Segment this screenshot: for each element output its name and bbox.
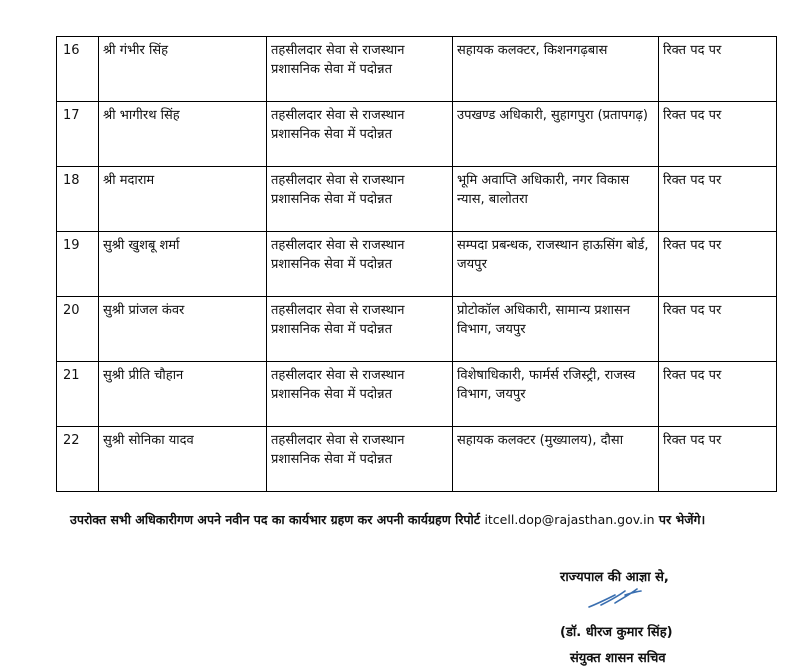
posting-table-container <box>56 36 776 492</box>
officer-name-cell: सुश्री खुशबू शर्मा <box>99 232 267 297</box>
status-cell: रिक्त पद पर <box>659 362 777 427</box>
service-cell: तहसीलदार सेवा से राजस्थान प्रशासनिक सेवा में पदोन्नत <box>267 167 453 232</box>
service-cell: तहसीलदार सेवा से राजस्थान प्रशासनिक सेवा में पदोन्नत <box>267 232 453 297</box>
report-email: itcell.dop@rajasthan.gov.in <box>484 512 655 527</box>
posting-cell: भूमि अवाप्ति अधिकारी, नगर विकास न्यास, बालोतरा <box>453 167 659 232</box>
joining-instruction-end: पर भेजेंगे। <box>658 512 706 527</box>
serial-number-cell: 16 <box>57 37 99 102</box>
serial-number-cell: 19 <box>57 232 99 297</box>
table-row <box>57 37 777 102</box>
status-cell: रिक्त पद पर <box>659 232 777 297</box>
officer-name-cell: श्री गंभीर सिंह <box>99 37 267 102</box>
status-cell: रिक्त पद पर <box>659 102 777 167</box>
posting-table-body <box>57 37 777 492</box>
table-row <box>57 232 777 297</box>
signature-image <box>585 583 645 613</box>
officer-name-cell: श्री मदाराम <box>99 167 267 232</box>
governor-order-line: राज्यपाल की आज्ञा से, <box>560 570 669 585</box>
officer-name-cell: सुश्री सोनिका यादव <box>99 427 267 492</box>
serial-number-cell: 20 <box>57 297 99 362</box>
officer-name-cell: सुश्री प्रीति चौहान <box>99 362 267 427</box>
serial-number-cell: 17 <box>57 102 99 167</box>
joining-instruction-text: उपरोक्त सभी अधिकारीगण अपने नवीन पद का कार्यभार ग्रहण कर अपनी कार्यग्रहण रिपोर्ट <box>70 512 481 527</box>
status-cell: रिक्त पद पर <box>659 37 777 102</box>
service-cell: तहसीलदार सेवा से राजस्थान प्रशासनिक सेवा में पदोन्नत <box>267 427 453 492</box>
serial-number-cell: 22 <box>57 427 99 492</box>
posting-cell: सहायक कलक्टर (मुख्यालय), दौसा <box>453 427 659 492</box>
posting-cell: सम्पदा प्रबन्धक, राजस्थान हाऊसिंग बोर्ड, जयपुर <box>453 232 659 297</box>
posting-cell: प्रोटोकॉल अधिकारी, सामान्य प्रशासन विभाग, जयपुर <box>453 297 659 362</box>
status-cell: रिक्त पद पर <box>659 427 777 492</box>
serial-number-cell: 21 <box>57 362 99 427</box>
table-row <box>57 427 777 492</box>
posting-cell: उपखण्ड अधिकारी, सुहागपुरा (प्रतापगढ़) <box>453 102 659 167</box>
status-cell: रिक्त पद पर <box>659 297 777 362</box>
posting-cell: सहायक कलक्टर, किशनगढ़बास <box>453 37 659 102</box>
service-cell: तहसीलदार सेवा से राजस्थान प्रशासनिक सेवा में पदोन्नत <box>267 37 453 102</box>
posting-table <box>56 36 777 492</box>
posting-cell: विशेषाधिकारी, फार्मर्स रजिस्ट्री, राजस्व विभाग, जयपुर <box>453 362 659 427</box>
officer-name-cell: सुश्री प्रांजल कंवर <box>99 297 267 362</box>
table-row <box>57 167 777 232</box>
table-row <box>57 362 777 427</box>
table-row <box>57 102 777 167</box>
service-cell: तहसीलदार सेवा से राजस्थान प्रशासनिक सेवा में पदोन्नत <box>267 297 453 362</box>
officer-name-cell: श्री भागीरथ सिंह <box>99 102 267 167</box>
joining-instruction <box>70 511 790 528</box>
table-row <box>57 297 777 362</box>
service-cell: तहसीलदार सेवा से राजस्थान प्रशासनिक सेवा में पदोन्नत <box>267 102 453 167</box>
signer-designation: संयुक्त शासन सचिव <box>570 651 666 666</box>
status-cell: रिक्त पद पर <box>659 167 777 232</box>
service-cell: तहसीलदार सेवा से राजस्थान प्रशासनिक सेवा में पदोन्नत <box>267 362 453 427</box>
serial-number-cell: 18 <box>57 167 99 232</box>
signer-name: (डॉ. धीरज कुमार सिंह) <box>560 625 673 640</box>
